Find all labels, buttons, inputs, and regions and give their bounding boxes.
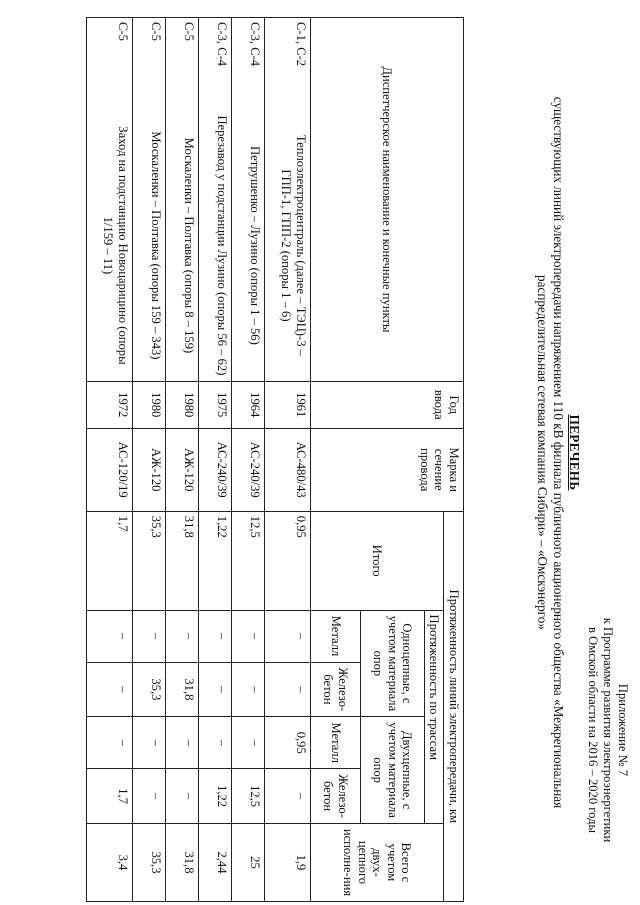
cell-double-concrete: –: [265, 769, 311, 824]
cell-double-concrete: –: [166, 769, 199, 824]
appendix-header: [585, 595, 630, 865]
cell-wire: АС-240/39: [199, 428, 232, 511]
cell-year: 1980: [166, 381, 199, 428]
header-dispatch: Диспетчерское наименование и конечные пункты: [311, 18, 464, 382]
cell-year: 1964: [232, 381, 265, 428]
cell-single-concrete: –: [232, 662, 265, 717]
header-year: Год ввода: [311, 381, 464, 428]
cell-total: 0,95: [265, 511, 311, 610]
cell-year: 1975: [199, 381, 232, 428]
cell-name: [199, 18, 232, 382]
cell-all: 3,4: [87, 823, 133, 901]
cell-single-concrete: 35,3: [133, 662, 166, 717]
cell-all: 31,8: [166, 823, 199, 901]
cell-route: Москаленки – Полтавка (опоры 159 – 343): [149, 131, 163, 360]
cell-double-metal: –: [133, 717, 166, 769]
header-double-metal: Металл: [311, 717, 361, 769]
table-row: [232, 18, 265, 902]
cell-route: Заход на подстанцию Новоцарицино (опоры 1/159 – 11): [101, 126, 130, 365]
cell-all: 25: [232, 823, 265, 901]
cell-single-metal: –: [133, 610, 166, 662]
cell-code: С-5: [149, 22, 163, 41]
title-line-2: распределительная сетевая компания Сибири» – «Омскэнерго»: [535, 275, 550, 630]
cell-route: Петрушенко – Лузино (опоры 1 – 56): [248, 146, 262, 345]
cell-name: [133, 18, 166, 382]
cell-total: 31,8: [166, 511, 199, 610]
document-title: [534, 40, 582, 865]
cell-double-concrete: 1,7: [87, 769, 133, 824]
appendix-number: Приложение № 7: [616, 683, 630, 777]
table-row: [265, 18, 311, 902]
header-by-routes: Протяженность по трассам: [425, 610, 445, 823]
cell-double-metal: –: [166, 717, 199, 769]
header-wire: Марка и сечение провода: [311, 428, 464, 511]
cell-all: 2,44: [199, 823, 232, 901]
cell-total: 1,7: [87, 511, 133, 610]
power-lines-table: [86, 17, 464, 902]
cell-code: С-5: [182, 22, 196, 41]
cell-route: Москаленки – Полтавка (опоры 8 – 159): [182, 137, 196, 354]
cell-single-metal: –: [265, 610, 311, 662]
header-single-metal: Металл: [311, 610, 361, 662]
header-total: Итого: [311, 511, 445, 610]
cell-single-metal: –: [87, 610, 133, 662]
cell-year: 1961: [265, 381, 311, 428]
cell-double-concrete: 12,5: [232, 769, 265, 824]
cell-wire: АС-480/43: [265, 428, 311, 511]
cell-double-metal: –: [87, 717, 133, 769]
cell-name: [166, 18, 199, 382]
cell-single-metal: –: [232, 610, 265, 662]
cell-single-metal: –: [166, 610, 199, 662]
table-row: [166, 18, 199, 902]
cell-wire: АС-240/39: [232, 428, 265, 511]
cell-name: [232, 18, 265, 382]
cell-total: 1,22: [199, 511, 232, 610]
cell-year: 1972: [87, 381, 133, 428]
cell-wire: АЖ-120: [166, 428, 199, 511]
cell-double-concrete: –: [133, 769, 166, 824]
title-line-1: существующих линий электропередачи напряжением 110 кВ филиала публичного акционерного общества «Межрегиональная: [551, 96, 566, 809]
title-heading: ПЕРЕЧЕНЬ: [567, 414, 582, 491]
cell-total: 35,3: [133, 511, 166, 610]
header-single-concrete: Железо-бетон: [311, 662, 361, 717]
cell-single-concrete: 31,8: [166, 662, 199, 717]
cell-single-concrete: –: [265, 662, 311, 717]
cell-total: 12,5: [232, 511, 265, 610]
cell-route: Теплоэлектроцентраль (далее – ТЭЦ)-3 – ГПП-1, ГПП-2 (опоры 1 – 6): [279, 134, 308, 356]
cell-single-concrete: –: [199, 662, 232, 717]
cell-year: 1980: [133, 381, 166, 428]
appendix-region: в Омской области на 2016 – 2020 годы: [586, 627, 600, 833]
cell-double-concrete: 1,22: [199, 769, 232, 824]
cell-route: Перезавод у подстанции Лузино (опоры 56 – 62): [215, 115, 229, 376]
cell-code: С-3, С-4: [215, 22, 229, 67]
cell-single-concrete: –: [87, 662, 133, 717]
header-double-concrete: Железо-бетон: [311, 769, 361, 824]
cell-wire: АЖ-120: [133, 428, 166, 511]
cell-code: С-5: [116, 22, 130, 41]
cell-code: С-3, С-4: [248, 22, 262, 67]
cell-all: 1,9: [265, 823, 311, 901]
cell-single-metal: –: [199, 610, 232, 662]
cell-double-metal: –: [232, 717, 265, 769]
cell-code: С-1, С-2: [294, 22, 308, 67]
appendix-program: к Программе развития электроэнергетики: [601, 617, 615, 843]
table-row: [87, 18, 133, 902]
cell-name: [87, 18, 133, 382]
header-row-1: [444, 18, 464, 902]
cell-wire: АС-120/19: [87, 428, 133, 511]
table-row: [133, 18, 166, 902]
header-single: Одноцепные, с учетом материала опор: [361, 610, 425, 717]
cell-double-metal: –: [199, 717, 232, 769]
cell-double-metal: 0,95: [265, 717, 311, 769]
header-all-double: Всего с учетом двух-цепного исполне-ния: [311, 823, 445, 901]
header-double: Двухцепные, с учетом материала опор: [361, 717, 425, 824]
header-length: Протяженность линий электропередачи, км: [444, 511, 464, 901]
cell-name: [265, 18, 311, 382]
cell-all: 35,3: [133, 823, 166, 901]
table-row: [199, 18, 232, 902]
